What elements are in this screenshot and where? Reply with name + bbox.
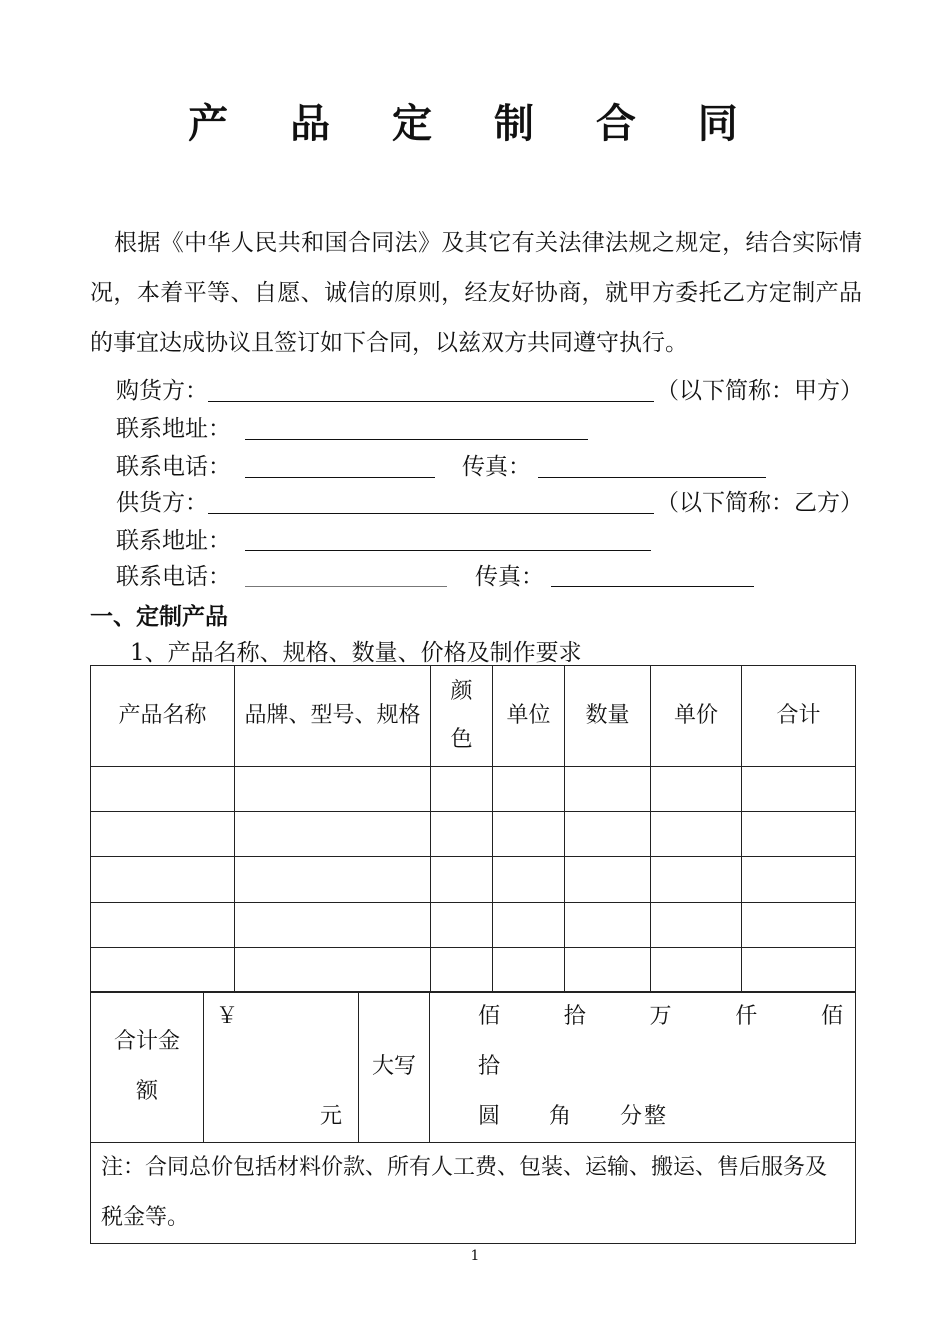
seller-phone-field[interactable] <box>245 586 447 587</box>
seller-label: 供货方： <box>116 490 208 516</box>
seller-suffix: （以下简称：乙方） <box>656 490 863 516</box>
table-row[interactable] <box>91 767 856 812</box>
daxie-label: 大写 <box>359 992 430 1143</box>
daxie-line-2: 圆 角 分整 <box>478 1104 668 1129</box>
page-title: 产 品 定 制 合 同 <box>188 101 762 147</box>
product-table <box>90 665 856 993</box>
note-cell: 注：合同总价包括材料价款、所有人工费、包装、运输、搬运、售后服务及税金等。 <box>91 1143 856 1244</box>
table-header-row <box>91 666 856 767</box>
table-row[interactable] <box>91 812 856 857</box>
buyer-suffix: （以下简称：甲方） <box>656 378 863 404</box>
buyer-address-field[interactable] <box>245 439 588 440</box>
table-row[interactable] <box>91 857 856 903</box>
intro-paragraph: 根据《中华人民共和国合同法》及其它有关法律法规之规定，结合实际情况，本着平等、自愿、诚信的原则，经友好协商，就甲方委托乙方定制产品的事宜达成协议且签订如下合同，以兹双方共同遵守执行。 <box>90 230 862 356</box>
seller-fax-field[interactable] <box>551 586 754 587</box>
total-table <box>90 991 856 1244</box>
header-cell: 合计 <box>742 666 856 767</box>
buyer-address-label: 联系地址： <box>116 416 231 442</box>
header-cell: 单价 <box>651 666 742 767</box>
yen-sign: ￥ <box>216 1004 239 1029</box>
buyer-phone-label: 联系电话： <box>116 454 231 480</box>
section-heading: 一、定制产品 <box>90 603 228 630</box>
seller-name-field[interactable] <box>208 513 654 514</box>
header-cell: 单位 <box>493 666 565 767</box>
total-amount-label: 合计金额 <box>91 992 204 1143</box>
header-cell: 颜色 <box>431 666 493 767</box>
buyer-fax-field[interactable] <box>538 477 766 478</box>
header-cell: 品牌、型号、规格 <box>235 666 431 767</box>
table-row[interactable] <box>91 948 856 993</box>
header-cell: 数量 <box>565 666 651 767</box>
buyer-fax-label: 传真： <box>462 454 531 480</box>
seller-phone-label: 联系电话： <box>116 564 231 590</box>
page-number: 1 <box>470 1248 480 1264</box>
header-cell: 产品名称 <box>91 666 235 767</box>
buyer-name-field[interactable] <box>208 401 654 402</box>
yuan-label: 元 <box>319 1104 342 1129</box>
daxie-cell[interactable] <box>430 992 856 1143</box>
seller-fax-label: 传真： <box>475 564 544 590</box>
seller-address-label: 联系地址： <box>116 528 231 554</box>
buyer-label: 购货方： <box>116 378 208 404</box>
daxie-line-1: 佰 拾 万 仟 佰 拾 <box>478 1004 845 1079</box>
section-subheading: 1、产品名称、规格、数量、价格及制作要求 <box>130 640 582 666</box>
table-row[interactable] <box>91 903 856 948</box>
buyer-phone-field[interactable] <box>245 477 435 478</box>
seller-address-field[interactable] <box>245 550 651 551</box>
total-amount-cell[interactable] <box>204 992 359 1143</box>
